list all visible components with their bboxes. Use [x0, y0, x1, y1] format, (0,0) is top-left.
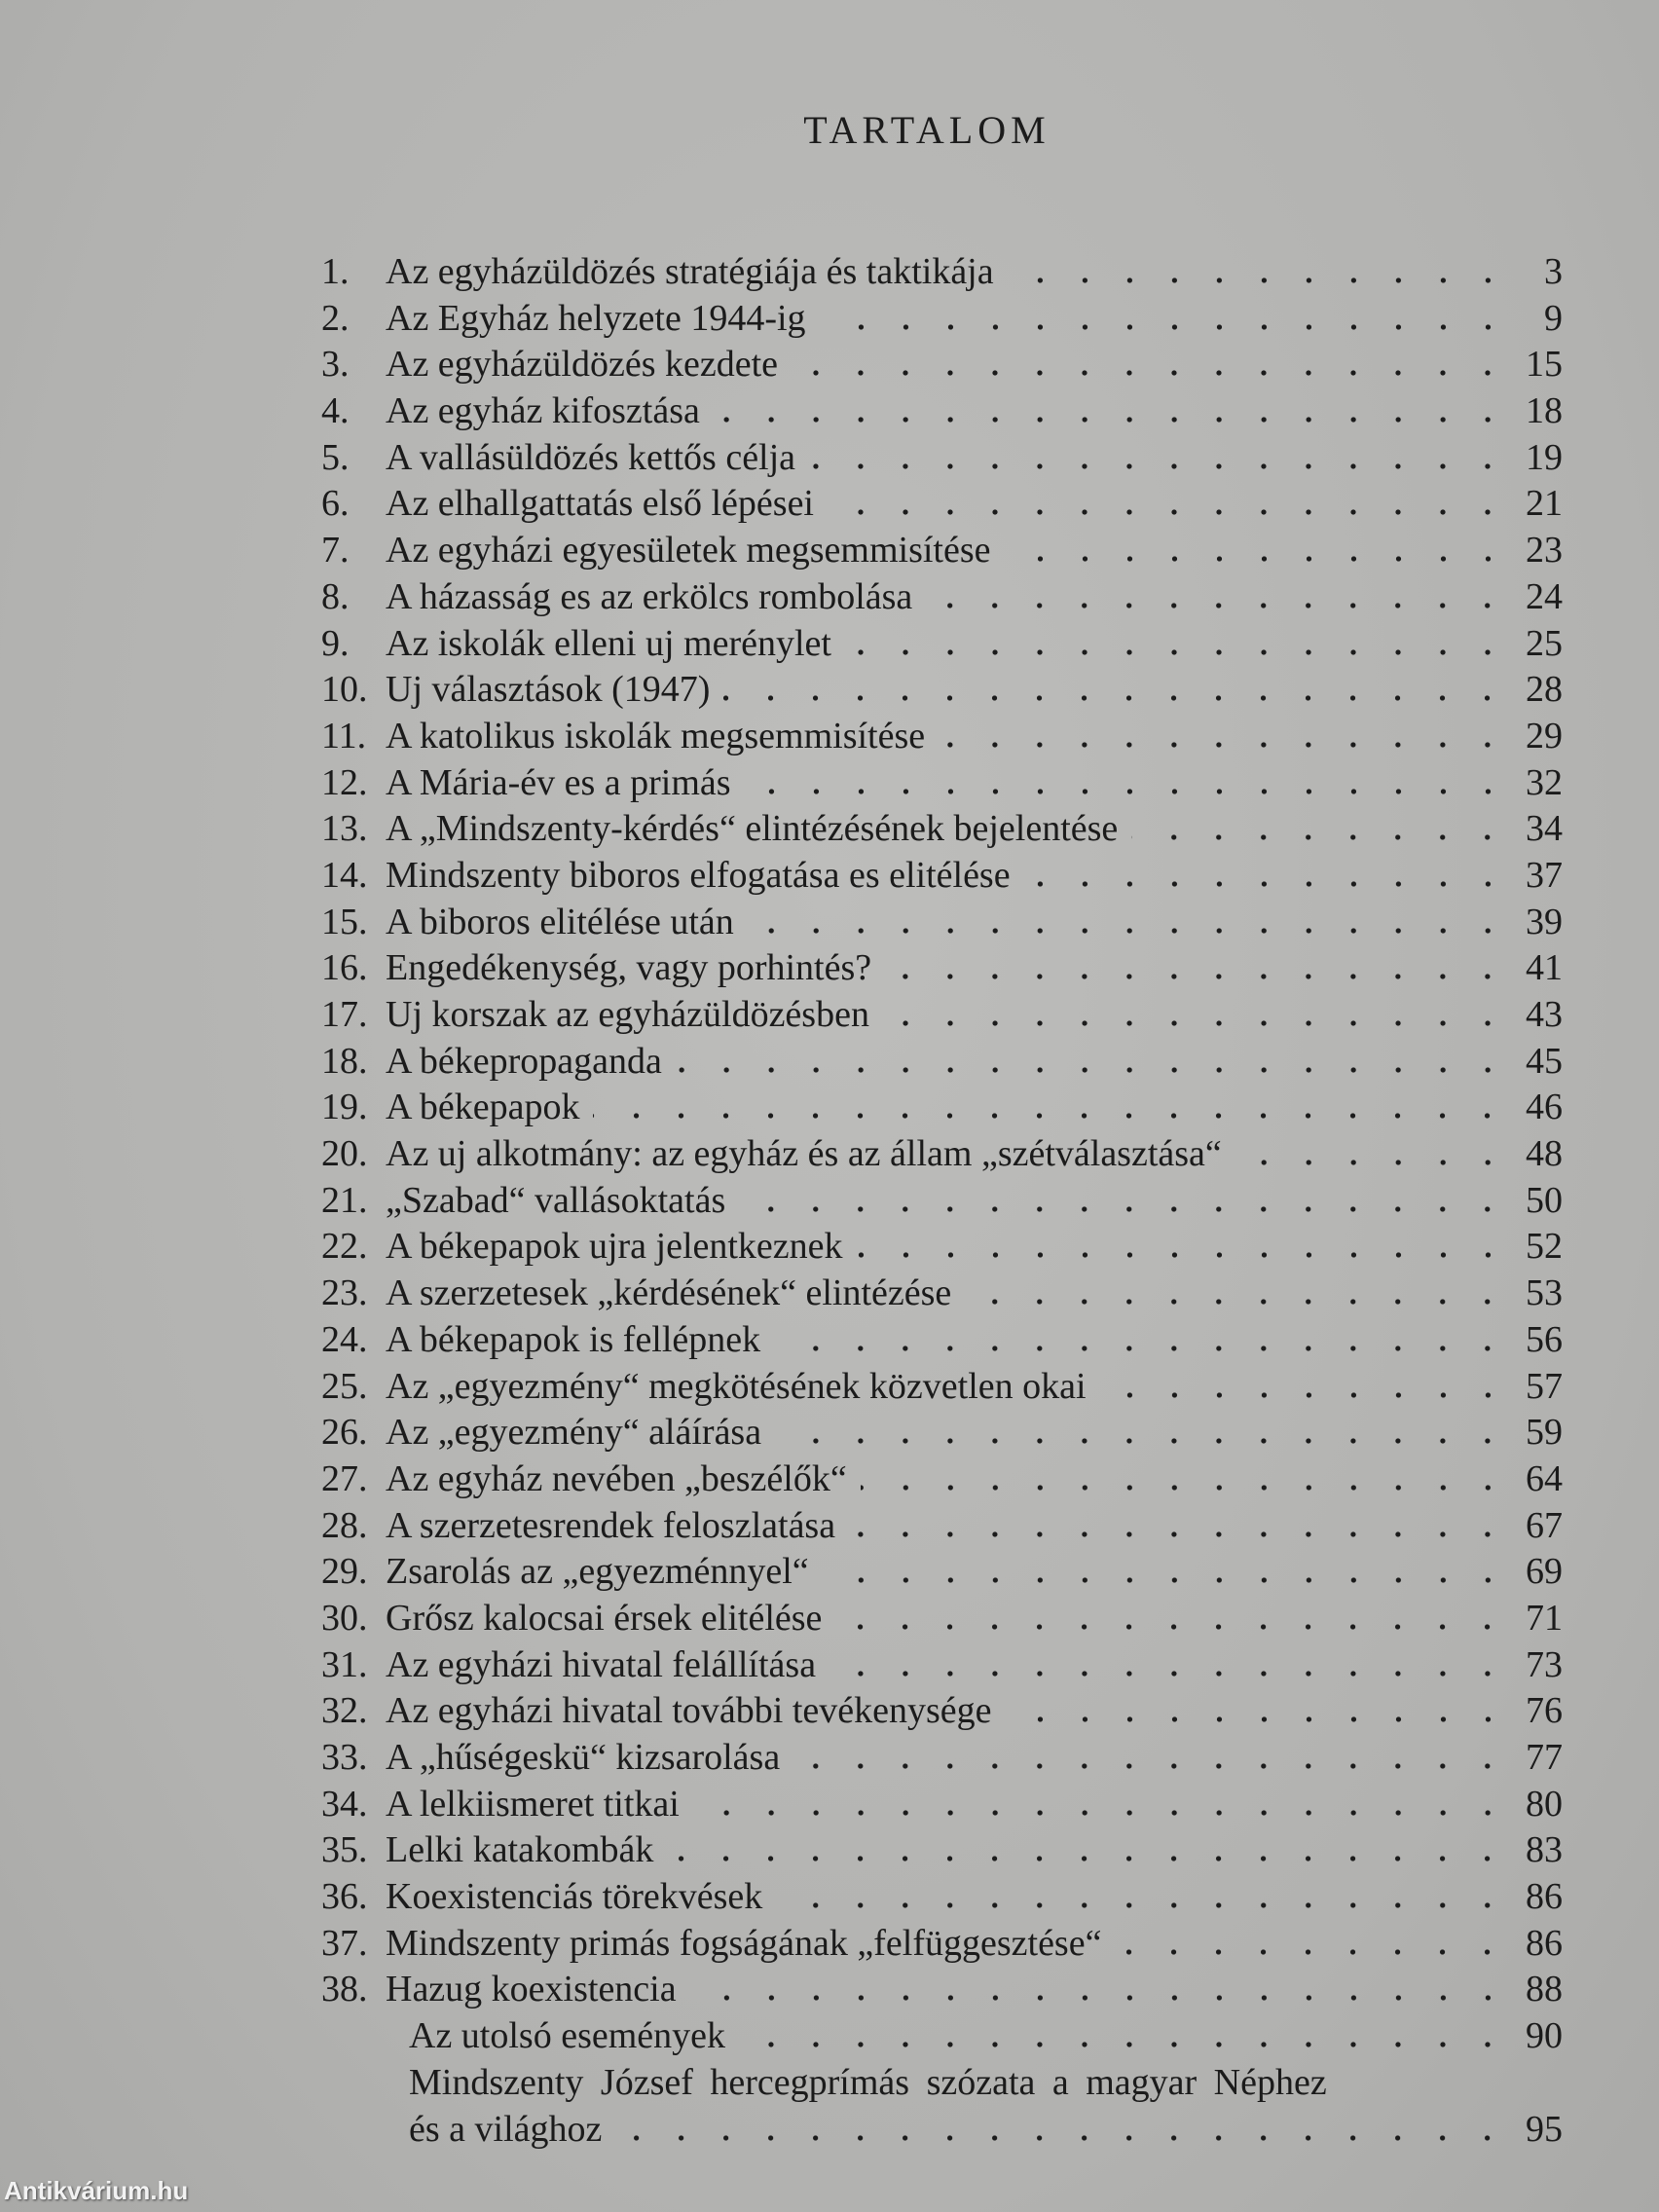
entry-title: Hazug koexistencia	[386, 1969, 677, 2010]
entry-title: Uj korszak az egyházüldözésben	[386, 994, 869, 1035]
toc-entry	[321, 1782, 1563, 1828]
entry-title: A biboros elitélése után	[386, 901, 734, 942]
entry-number: 29.	[321, 1551, 368, 1593]
entry-page-number: 46	[1526, 1087, 1563, 1128]
toc-entry	[321, 1596, 1563, 1642]
entry-number: 9.	[321, 622, 350, 664]
entry-number: 33.	[321, 1737, 368, 1778]
entry-page-number: 73	[1526, 1643, 1563, 1685]
entry-number: 5.	[321, 436, 350, 478]
dot-leader	[676, 1067, 1510, 1073]
entry-title: Az egyház kifosztása	[386, 390, 700, 432]
entry-page-number: 52	[1526, 1226, 1563, 1268]
entry-title: Uj választások (1947)	[386, 669, 711, 711]
entry-number: 38.	[321, 1969, 368, 2010]
entry-title: Mindszenty primás fogságának „felfüggesztése“	[386, 1922, 1102, 1964]
toc-entry	[321, 296, 1563, 343]
entry-number: 1.	[321, 251, 350, 292]
entry-title: A katolikus iskolák megsemmisítése	[386, 715, 926, 756]
entry-title: és a világhoz	[409, 2108, 603, 2150]
entry-number: 26.	[321, 1412, 368, 1454]
entry-page-number: 48	[1526, 1133, 1563, 1175]
toc-entry	[321, 2107, 1563, 2154]
entry-title: Az Egyház helyzete 1944-ig	[386, 297, 806, 339]
entry-page-number: 39	[1526, 901, 1563, 942]
dot-leader	[667, 1856, 1510, 1862]
toc-entry	[321, 760, 1563, 807]
entry-title: Lelki katakombák	[386, 1829, 654, 1871]
entry-title: A szerzetesrendek feloszlatása	[386, 1504, 836, 1546]
entry-title: „Szabad“ vallásoktatás	[386, 1179, 726, 1221]
toc-entry	[321, 1642, 1563, 1689]
dot-leader	[774, 1346, 1510, 1351]
entry-title: Grősz kalocsai érsek elitélése	[386, 1597, 823, 1639]
dot-leader	[714, 417, 1510, 423]
entry-number: 14.	[321, 854, 368, 896]
entry-page-number: 41	[1526, 947, 1563, 989]
dot-leader	[1006, 1716, 1510, 1722]
entry-title: A lelkiismeret titkai	[386, 1783, 680, 1825]
entry-number: 18.	[321, 1040, 368, 1082]
entry-page-number: 64	[1526, 1457, 1563, 1499]
dot-leader	[1235, 1160, 1510, 1165]
entry-number: 22.	[321, 1226, 368, 1268]
entry-number: 21.	[321, 1179, 368, 1221]
dot-leader	[1005, 556, 1510, 562]
toc-entry	[321, 806, 1563, 853]
dot-leader	[823, 1577, 1510, 1583]
toc-entry	[321, 388, 1563, 435]
entry-title: Engedékenység, vagy porhintés?	[386, 947, 872, 989]
entry-page-number: 83	[1526, 1829, 1563, 1871]
entry-number: 36.	[321, 1876, 368, 1918]
entry-number: 25.	[321, 1365, 368, 1407]
toc-entry	[321, 1503, 1563, 1550]
dot-leader	[1008, 277, 1510, 283]
dot-leader	[885, 974, 1510, 979]
entry-page-number: 53	[1526, 1272, 1563, 1314]
entry-number: 6.	[321, 483, 350, 525]
entry-title: Mindszenty biboros elfogatása es elitélése	[386, 854, 1011, 896]
entry-number: 37.	[321, 1922, 368, 1964]
toc-entry	[321, 1410, 1563, 1456]
entry-number: 3.	[321, 344, 350, 386]
page-title: TARTALOM	[803, 108, 1051, 152]
dot-leader	[883, 1020, 1510, 1026]
dot-leader	[820, 324, 1510, 330]
entry-page-number: 86	[1526, 1922, 1563, 1964]
entry-title: Zsarolás az „egyezménnyel“	[386, 1551, 809, 1593]
dot-leader	[849, 1531, 1510, 1537]
dot-leader	[828, 509, 1510, 515]
entry-title: A házasság es az erkölcs rombolása	[386, 575, 913, 617]
table-of-contents	[321, 249, 1563, 2153]
entry-number: 16.	[321, 947, 368, 989]
entry-page-number: 25	[1526, 622, 1563, 664]
entry-page-number: 18	[1526, 390, 1563, 432]
toc-entry	[321, 2013, 1563, 2060]
dot-leader	[835, 1624, 1510, 1630]
entry-page-number: 71	[1526, 1597, 1563, 1639]
entry-page-number: 15	[1526, 344, 1563, 386]
entry-number: 11.	[321, 715, 367, 756]
toc-entry	[321, 435, 1563, 482]
toc-entry	[321, 1085, 1563, 1131]
toc-entry	[321, 992, 1563, 1039]
toc-entry	[321, 1688, 1563, 1735]
entry-number: 12.	[321, 761, 368, 803]
entry-number: 35.	[321, 1829, 368, 1871]
toc-entry	[321, 1364, 1563, 1411]
entry-page-number: 29	[1526, 715, 1563, 756]
entry-page-number: 34	[1526, 808, 1563, 850]
toc-entry	[321, 1178, 1563, 1225]
entry-title: A békepapok is fellépnek	[386, 1318, 761, 1360]
toc-entry	[321, 481, 1563, 528]
dot-leader	[939, 742, 1510, 748]
toc-entry	[321, 1317, 1563, 1364]
dot-leader	[1024, 881, 1510, 887]
toc-entry	[321, 1131, 1563, 1178]
dot-leader	[830, 1671, 1510, 1677]
entry-number: 7.	[321, 530, 350, 571]
entry-page-number: 3	[1544, 251, 1563, 292]
entry-page-number: 19	[1526, 436, 1563, 478]
entry-number: 19.	[321, 1087, 368, 1128]
toc-entry	[321, 714, 1563, 760]
entry-page-number: 37	[1526, 854, 1563, 896]
entry-title: A „Mindszenty-kérdés“ elintézésének bejelentése	[386, 808, 1119, 850]
entry-page-number: 69	[1526, 1551, 1563, 1593]
entry-page-number: 50	[1526, 1179, 1563, 1221]
dot-leader	[965, 1299, 1510, 1305]
entry-title: Az „egyezmény“ megkötésének közvetlen okai	[386, 1365, 1087, 1407]
entry-page-number: 88	[1526, 1969, 1563, 2010]
entry-title: Az elhallgattatás első lépései	[386, 483, 814, 525]
toc-entry	[321, 342, 1563, 388]
dot-leader	[615, 2135, 1510, 2141]
entry-number: 28.	[321, 1504, 368, 1546]
entry-page-number: 90	[1526, 2015, 1563, 2057]
entry-title: Az egyház nevében „beszélők“	[386, 1457, 847, 1499]
dot-leader	[792, 370, 1510, 376]
entry-title: A Mária-év es a primás	[386, 761, 731, 803]
entry-page-number: 86	[1526, 1876, 1563, 1918]
dot-leader	[1115, 1949, 1510, 1955]
entry-number: 24.	[321, 1318, 368, 1360]
entry-number: 31.	[321, 1643, 368, 1685]
entry-page-number: 43	[1526, 994, 1563, 1035]
dot-leader	[690, 1995, 1510, 2001]
entry-title: Az egyházüldözés kezdete	[386, 344, 779, 386]
toc-entry	[321, 1039, 1563, 1086]
dot-leader	[775, 1438, 1510, 1444]
entry-title: A szerzetesek „kérdésének“ elintézése	[386, 1272, 952, 1314]
toc-entry	[321, 1271, 1563, 1317]
toc-entry	[321, 853, 1563, 900]
toc-entry	[321, 945, 1563, 992]
entry-title: A vallásüldözés kettős célja	[386, 436, 796, 478]
dot-leader	[748, 928, 1510, 934]
entry-title: Az egyházi hivatal további tevékenysége	[386, 1690, 992, 1732]
entry-page-number: 76	[1526, 1690, 1563, 1732]
entry-number: 30.	[321, 1597, 368, 1639]
toc-entry	[321, 574, 1563, 621]
entry-number: 23.	[321, 1272, 368, 1314]
toc-entry	[321, 2060, 1563, 2107]
toc-entry	[321, 621, 1563, 668]
entry-page-number: 57	[1526, 1365, 1563, 1407]
entry-page-number: 45	[1526, 1040, 1563, 1082]
entry-page-number: 23	[1526, 530, 1563, 571]
toc-entry	[321, 1921, 1563, 1968]
toc-entry	[321, 900, 1563, 946]
entry-page-number: 95	[1526, 2108, 1563, 2150]
dot-leader	[926, 603, 1510, 608]
dot-leader	[861, 1485, 1510, 1491]
entry-number: 17.	[321, 994, 368, 1035]
toc-entry	[321, 1549, 1563, 1596]
dot-leader	[793, 1763, 1510, 1769]
entry-title: A békepapok ujra jelentkeznek	[386, 1226, 843, 1268]
dot-leader	[723, 695, 1510, 701]
toc-entry	[321, 249, 1563, 296]
dot-leader	[776, 1902, 1510, 1908]
entry-page-number: 67	[1526, 1504, 1563, 1546]
dot-leader	[739, 1206, 1510, 1212]
toc-entry	[321, 1224, 1563, 1271]
toc-entry	[321, 1735, 1563, 1782]
dot-leader	[1100, 1392, 1510, 1398]
entry-number: 4.	[321, 390, 350, 432]
entry-number: 13.	[321, 808, 368, 850]
dot-leader	[745, 789, 1510, 794]
entry-title: Az egyházi hivatal felállítása	[386, 1643, 817, 1685]
entry-page-number: 80	[1526, 1783, 1563, 1825]
entry-number: 15.	[321, 901, 368, 942]
entry-title: Az uj alkotmány: az egyház és az állam „szétválasztása“	[386, 1133, 1222, 1175]
dot-leader	[857, 1252, 1510, 1258]
entry-page-number: 77	[1526, 1737, 1563, 1778]
entry-page-number: 21	[1526, 483, 1563, 525]
entry-page-number: 32	[1526, 761, 1563, 803]
entry-number: 20.	[321, 1133, 368, 1175]
entry-title: Az iskolák elleni uj merénylet	[386, 622, 831, 664]
entry-number: 2.	[321, 297, 350, 339]
entry-number: 10.	[321, 669, 368, 711]
dot-leader	[1131, 834, 1510, 840]
dot-leader	[739, 2042, 1510, 2047]
entry-number: 34.	[321, 1783, 368, 1825]
entry-title: A békepapok	[386, 1087, 580, 1128]
toc-entry	[321, 1874, 1563, 1921]
entry-number: 27.	[321, 1457, 368, 1499]
entry-title: A „hűségeskü“ kizsarolása	[386, 1737, 781, 1778]
entry-title: Mindszenty József hercegprímás szózata a magyar Néphez	[409, 2061, 1327, 2103]
dot-leader	[693, 1810, 1510, 1816]
entry-page-number: 24	[1526, 575, 1563, 617]
dot-leader	[809, 463, 1510, 469]
entry-page-number: 28	[1526, 669, 1563, 711]
toc-entry	[321, 1967, 1563, 2013]
dot-leader	[845, 649, 1510, 655]
entry-title: Az „egyezmény“ aláírása	[386, 1412, 762, 1454]
entry-title: Koexistenciás törekvések	[386, 1876, 763, 1918]
entry-page-number: 56	[1526, 1318, 1563, 1360]
entry-title: Az egyházi egyesületek megsemmisítése	[386, 530, 991, 571]
toc-entry	[321, 528, 1563, 574]
toc-entry	[321, 1456, 1563, 1503]
entry-number: 8.	[321, 575, 350, 617]
entry-title: A békepropaganda	[386, 1040, 662, 1082]
entry-page-number: 59	[1526, 1412, 1563, 1454]
entry-page-number: 9	[1544, 297, 1563, 339]
watermark: Antikvárium.hu	[4, 2176, 189, 2205]
toc-entry	[321, 667, 1563, 714]
dot-leader	[593, 1113, 1510, 1119]
entry-title: Az egyházüldözés stratégiája és taktikája	[386, 251, 994, 292]
toc-entry	[321, 1827, 1563, 1874]
entry-number: 32.	[321, 1690, 368, 1732]
entry-title: Az utolsó események	[409, 2015, 726, 2057]
